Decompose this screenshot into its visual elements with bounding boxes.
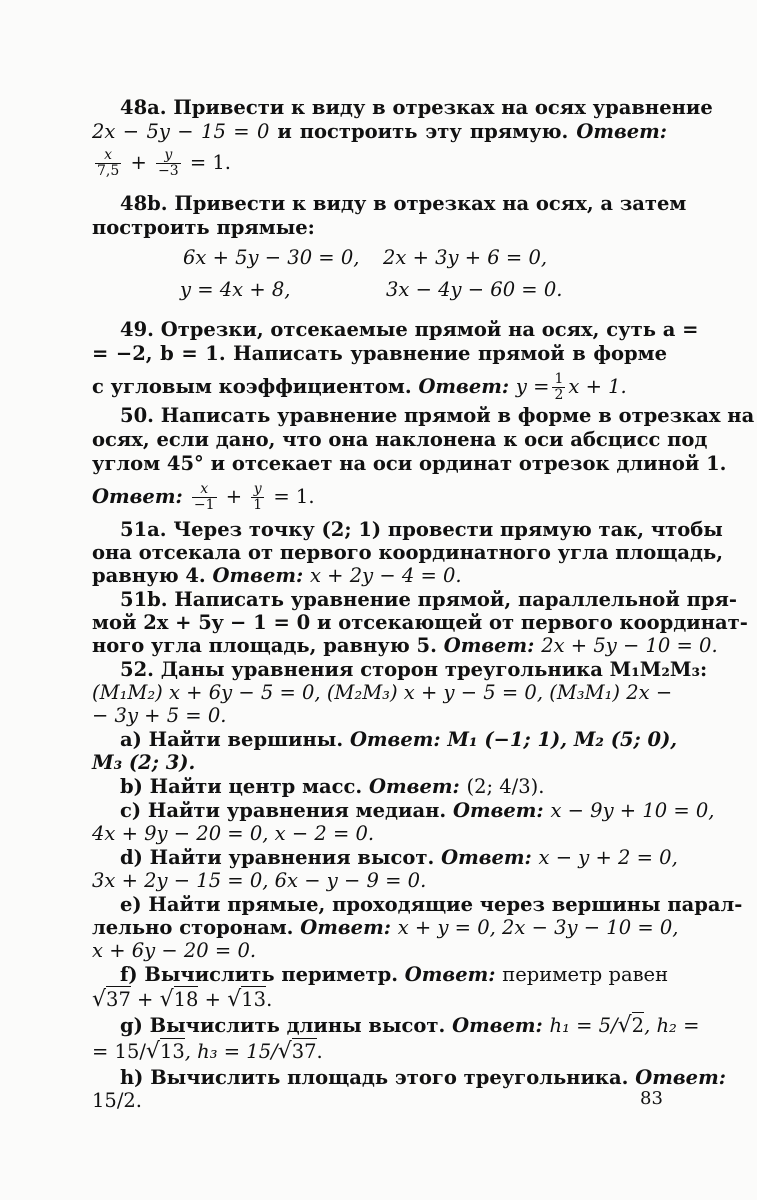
p48a-equals: = 1.	[189, 151, 232, 174]
page-number: 83	[640, 1088, 663, 1109]
p52-line1: 52. Даны уравнения сторон треугольника M₁M₂M₃:	[120, 658, 708, 681]
p52-g-text: g) Вычислить длины высот.	[120, 1014, 446, 1037]
p49-frac	[552, 372, 565, 403]
p48a-equation: 2x − 5y − 15 = 0	[92, 120, 270, 143]
p52-a-line1	[92, 728, 678, 752]
p51a-line1: 51а. Через точку (2; 1) провести прямую так, чтобы	[120, 518, 723, 541]
p51b-line3	[92, 634, 718, 658]
p52-c-line1	[92, 799, 715, 823]
p49-line1: 49. Отрезки, отсекаемые прямой на осях, суть a =	[120, 318, 699, 341]
p51a-answer: x + 2y − 4 = 0.	[309, 564, 462, 587]
p52-e-line1: е) Найти прямые, проходящие через вершины парал-	[120, 893, 743, 916]
p52-f-text: f) Вычислить периметр.	[120, 963, 398, 986]
p50-frac1-num: x	[192, 482, 217, 498]
p50-answer	[92, 482, 315, 513]
p52-b-line	[92, 775, 667, 799]
p52-c-answer: x − 9y + 10 = 0,	[550, 799, 715, 822]
p51a-answer-label: Ответ:	[212, 564, 304, 587]
p48a-frac1-den: 7,5	[97, 163, 120, 179]
p51b-answer-label: Ответ:	[443, 634, 535, 657]
p48a-plus: +	[130, 151, 147, 174]
p52-e-line2	[92, 916, 679, 940]
p52-f-root1: 37	[106, 988, 131, 1011]
p48b-line1: 48b. Привести к виду в отрезках на осях, а затем	[120, 192, 687, 215]
p52-g-line2	[92, 1040, 667, 1064]
p51b-line1: 51b. Написать уравнение прямой, параллельной пря-	[120, 588, 737, 611]
p52-f-answer: периметр равен	[502, 963, 669, 986]
p52-e-line3: x + 6y − 20 = 0.	[92, 939, 257, 962]
p48b-eq2: 2x + 3y + 6 = 0,	[383, 246, 548, 269]
p50-frac1-den: −1	[193, 497, 215, 513]
p52-g2-root1: 13	[159, 1040, 185, 1063]
p48a-frac2	[156, 148, 181, 179]
p50-line3: углом 45° и отсекает на оси ординат отрезок длиной 1.	[92, 452, 727, 475]
p50-line2: осях, если дано, что она наклонена к оси абсцисс под	[92, 428, 708, 451]
p50-plus: +	[225, 485, 243, 508]
p52-e-label: Ответ:	[300, 916, 391, 939]
p52-b-label: Ответ:	[369, 775, 460, 798]
p52-c-text: c) Найти уравнения медиан.	[120, 799, 447, 822]
p52-f-label: Ответ:	[404, 963, 496, 986]
p48b-eq4: 3x − 4y − 60 = 0.	[386, 278, 563, 301]
p52-d-line2: 3x + 2y − 15 = 0, 6x − y − 9 = 0.	[92, 869, 427, 892]
p52-g-line1	[92, 1013, 700, 1038]
p52-e-answer: x + y = 0, 2x − 3y − 10 = 0,	[397, 916, 679, 939]
p52-f-root3: 13	[241, 988, 267, 1011]
p50-equals: = 1.	[273, 485, 315, 508]
sqrt-sign-icon: √	[92, 987, 107, 1012]
p52-a-text: а) Найти вершины.	[120, 728, 344, 751]
p52-g2-root2: 37	[291, 1040, 317, 1063]
p52-g2-mid: , h₃ = 15/	[184, 1040, 278, 1063]
p51b-line3-text: ного угла площадь, равную 5.	[92, 634, 437, 657]
p51a-line2: она отсекала от первого координатного угла площадь,	[92, 541, 724, 564]
p48a-answer-label: Ответ:	[576, 120, 667, 143]
p48a-frac2-num: y	[156, 148, 181, 164]
p49-ans-pre: y =	[515, 375, 550, 398]
sqrt-sign-icon: √	[159, 987, 174, 1012]
sqrt-sign-icon: √	[145, 1039, 160, 1064]
p52-g-ans2: , h₂ =	[644, 1014, 700, 1037]
p52-b-answer: (2; 4/3).	[466, 775, 545, 798]
p48a-line2-text: и построить эту прямую.	[277, 120, 569, 143]
p52-f-root2: 18	[173, 988, 199, 1011]
p52-f-line2: √37 + √18 + √13.	[92, 987, 273, 1012]
p52-h-text: h) Вычислить площадь этого треугольника.	[120, 1066, 629, 1089]
p52-a-label: Ответ:	[349, 728, 441, 751]
p48a-line1: 48а. Привести к виду в отрезках на осях уравнение	[120, 96, 713, 119]
p50-line1: 50. Написать уравнение прямой в форме в отрезках на	[120, 404, 755, 427]
p52-h-line2: 15/2.	[92, 1089, 142, 1112]
p49-line3-text: с угловым коэффициентом.	[92, 375, 412, 398]
p51b-line2: мой 2x + 5y − 1 = 0 и отсекающей от первого координат-	[92, 611, 748, 634]
p52-g2-end: .	[316, 1040, 323, 1063]
p48b-eq3: y = 4x + 8,	[180, 278, 291, 301]
p52-a-line2: M₃ (2; 3).	[92, 751, 196, 774]
p52-g-root1: 2	[631, 1014, 645, 1037]
p52-h-label: Ответ:	[635, 1066, 726, 1089]
p52-d-line1	[92, 846, 678, 870]
p48b-eq1: 6x + 5y − 30 = 0,	[183, 246, 360, 269]
p50-frac2-num: y	[251, 482, 264, 498]
p51a-line3	[92, 564, 667, 588]
p49-frac-den: 2	[554, 387, 564, 403]
p52-d-text: d) Найти уравнения высот.	[120, 846, 435, 869]
p49-line2: = −2, b = 1. Написать уравнение прямой в форме	[92, 342, 667, 365]
p48a-line2	[92, 120, 667, 144]
p48a-answer	[92, 148, 231, 179]
p52-f-line1	[92, 963, 667, 987]
p51a-line3-text: равную 4.	[92, 564, 206, 587]
p50-answer-label: Ответ:	[92, 485, 183, 508]
p52-g-label: Ответ:	[452, 1014, 543, 1037]
p52-e-text: лельно сторонам.	[92, 916, 294, 939]
p48b-line2: построить прямые:	[92, 216, 315, 239]
p50-frac2	[251, 482, 264, 513]
sqrt-sign-icon: √	[617, 1013, 632, 1038]
p52-d-answer: x − y + 2 = 0,	[538, 846, 678, 869]
p52-c-label: Ответ:	[452, 799, 544, 822]
sqrt-sign-icon: √	[227, 987, 242, 1012]
p52-b-text: b) Найти центр масс.	[120, 775, 363, 798]
p52-d-label: Ответ:	[441, 846, 532, 869]
p52-c-line2: 4x + 9y − 20 = 0, x − 2 = 0.	[92, 822, 375, 845]
p52-a-answer: M₁ (−1; 1), M₂ (5; 0),	[447, 728, 678, 751]
p52-g2-pre: = 15/	[92, 1040, 146, 1063]
p48a-frac1	[95, 148, 121, 179]
p48a-frac2-den: −3	[158, 163, 179, 179]
p50-frac2-den: 1	[253, 497, 263, 513]
p52-line3: − 3y + 5 = 0.	[92, 704, 227, 727]
p52-line2: (M₁M₂) x + 6y − 5 = 0, (M₂M₃) x + y − 5 = 0, (M₃M₁) 2x −	[92, 681, 673, 704]
p52-g-ans1: h₁ = 5/	[549, 1014, 618, 1037]
p48a-frac1-num: x	[95, 148, 121, 164]
p52-h-line1	[92, 1066, 726, 1090]
sqrt-sign-icon: √	[277, 1039, 292, 1064]
p49-ans-post: x + 1.	[568, 375, 627, 398]
p50-frac1	[192, 482, 217, 513]
p49-answer-label: Ответ:	[418, 375, 510, 398]
p51b-answer: 2x + 5y − 10 = 0.	[541, 634, 718, 657]
p49-frac-num: 1	[554, 371, 564, 387]
p49-line3	[92, 372, 667, 403]
